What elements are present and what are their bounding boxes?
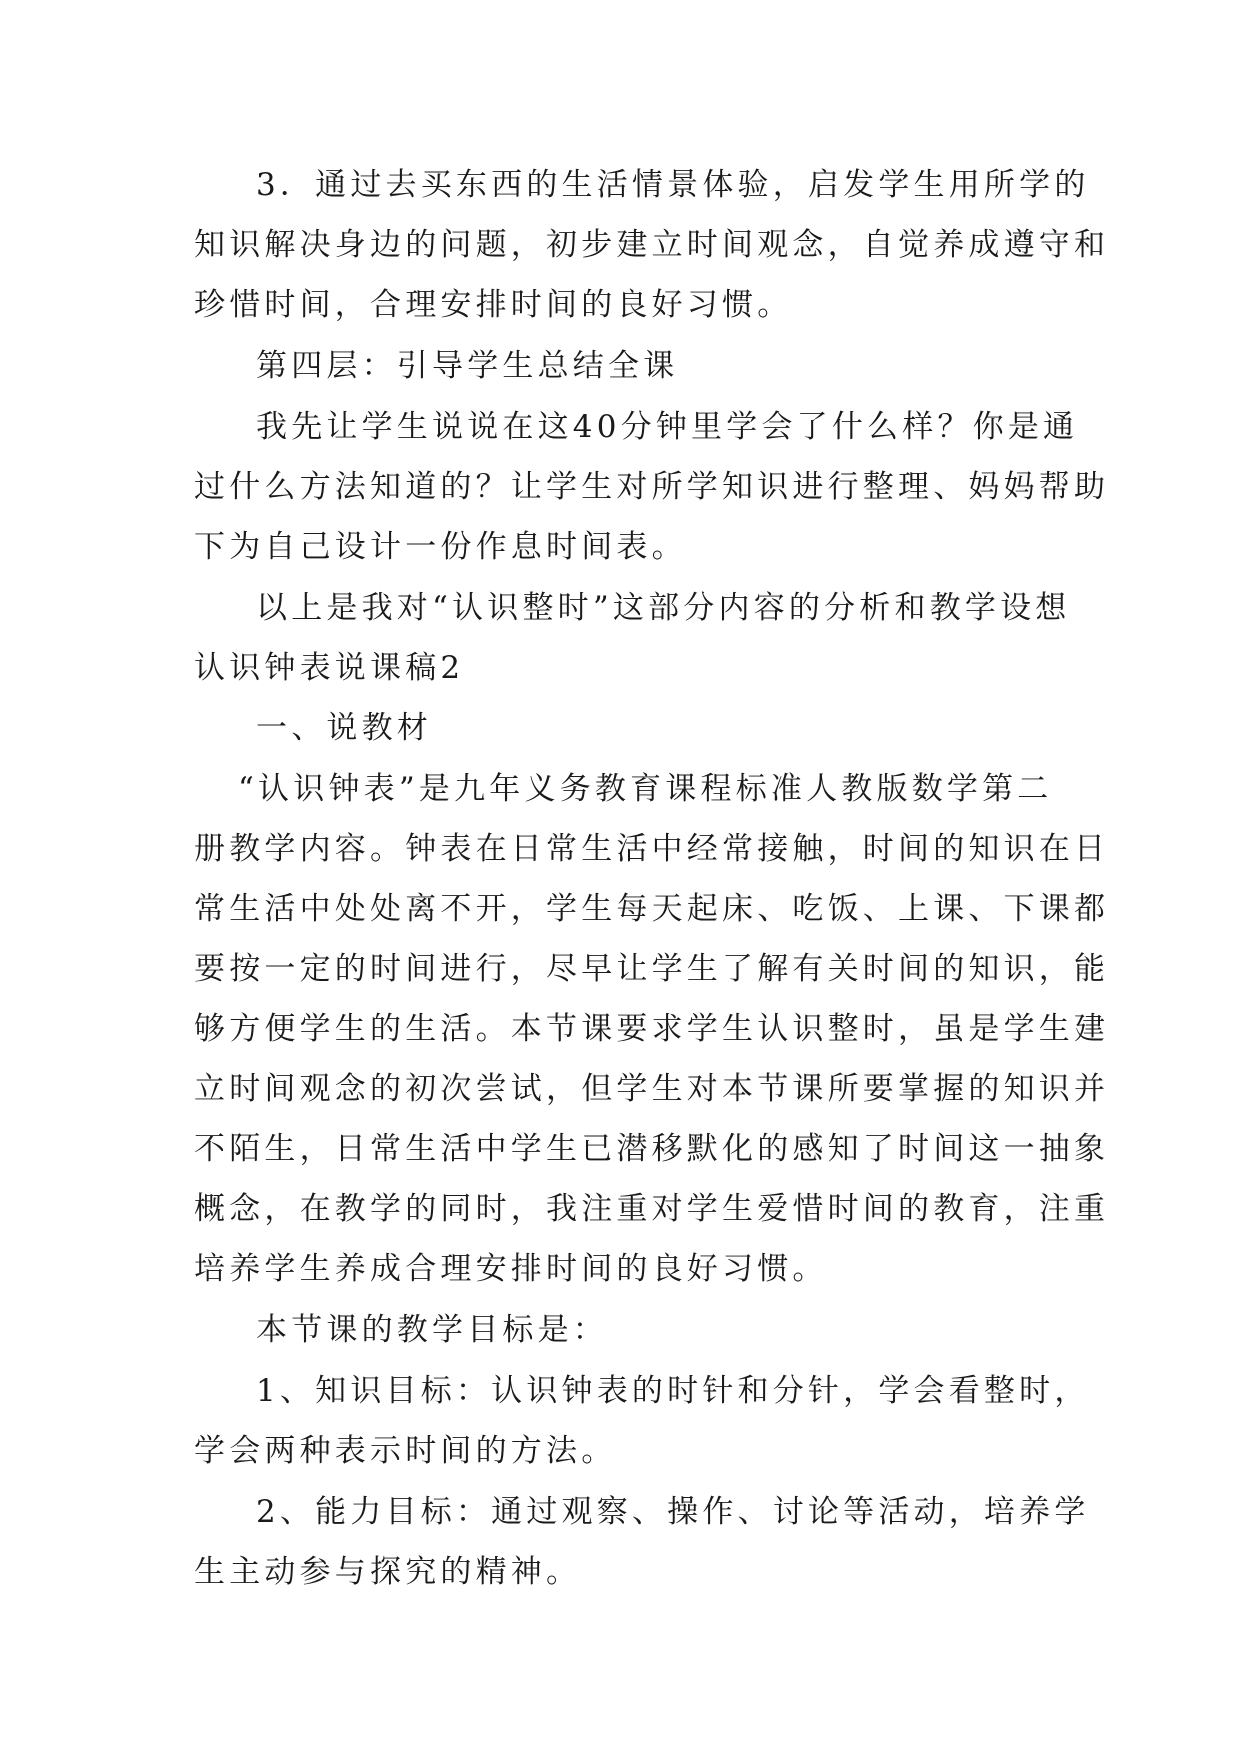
paragraph-line: 生主动参与探究的精神。 <box>194 1554 582 1590</box>
paragraph-line: 我先让学生说说在这40分钟里学会了什么样？你是通 <box>256 409 1079 445</box>
paragraph-line: 本节课的教学目标是： <box>256 1312 608 1348</box>
section-heading: 第四层：引导学生总结全课 <box>256 348 679 384</box>
paragraph-line: 3．通过去买东西的生活情景体验，启发学生用所学的 <box>256 167 1090 203</box>
document-title: 认识钟表说课稿2 <box>194 650 465 686</box>
paragraph-line: 培养学生养成合理安排时间的良好习惯。 <box>194 1251 828 1287</box>
paragraph-line: 够方便学生的生活。本节课要求学生认识整时，虽是学生建 <box>194 1011 1110 1047</box>
paragraph-line: 以上是我对“认识整时”这部分内容的分析和教学设想 <box>256 590 1071 626</box>
paragraph-line: 下为自己设计一份作息时间表。 <box>194 529 687 565</box>
list-item: 1、知识目标：认识钟表的时针和分针，学会看整时， <box>256 1373 1090 1409</box>
paragraph-line: 册教学内容。钟表在日常生活中经常接触，时间的知识在日 <box>194 831 1110 867</box>
paragraph-line: 不陌生，日常生活中学生已潜移默化的感知了时间这一抽象 <box>194 1131 1110 1167</box>
paragraph-line: “认识钟表”是九年义务教育课程标准人教版数学第二 <box>238 771 1053 807</box>
paragraph-line: 珍惜时间，合理安排时间的良好习惯。 <box>194 287 793 323</box>
paragraph-line: 学会两种表示时间的方法。 <box>194 1433 617 1469</box>
paragraph-line: 知识解决身边的问题，初步建立时间观念，自觉养成遵守和 <box>194 227 1110 263</box>
paragraph-line: 要按一定的时间进行，尽早让学生了解有关时间的知识，能 <box>194 951 1110 987</box>
paragraph-line: 概念，在教学的同时，我注重对学生爱惜时间的教育，注重 <box>194 1191 1110 1227</box>
list-item: 2、能力目标：通过观察、操作、讨论等活动，培养学 <box>256 1494 1090 1530</box>
section-heading: 一、说教材 <box>256 710 432 746</box>
paragraph-line: 立时间观念的初次尝试，但学生对本节课所要掌握的知识并 <box>194 1071 1110 1107</box>
paragraph-line: 过什么方法知道的？让学生对所学知识进行整理、妈妈帮助 <box>194 469 1110 505</box>
paragraph-line: 常生活中处处离不开，学生每天起床、吃饭、上课、下课都 <box>194 891 1110 927</box>
